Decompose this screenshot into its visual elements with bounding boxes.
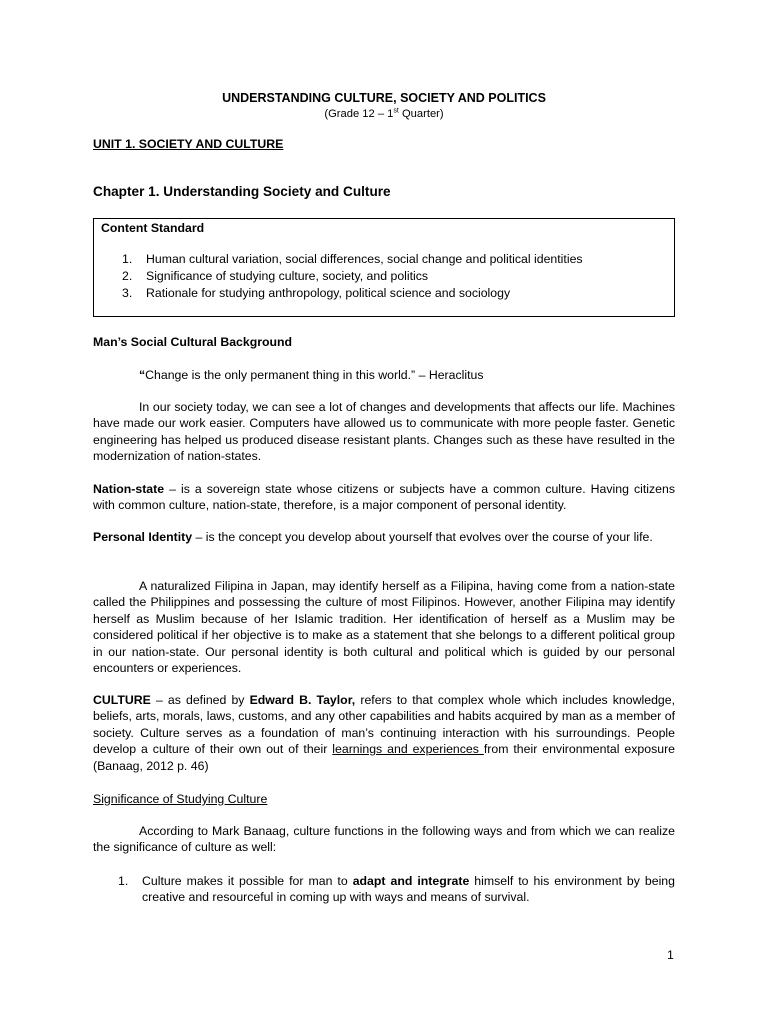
intro-paragraph: In our society today, we can see a lot of changes and developments that affects our life. Machines have made our work easier. Computers have allowed us to communicate with more people faster. Genetic engineering has helped us produced disease resistant plants. Changes such as these have resulted in the modernization of nation-states. <box>93 400 675 464</box>
subtitle-text: (Grade 12 – 1 <box>324 108 394 120</box>
heraclitus-quote <box>139 367 484 383</box>
document-title: UNDERSTANDING CULTURE, SOCIETY AND POLITICS <box>222 91 546 105</box>
list-item-text: Human cultural variation, social differences, social change and political identities <box>146 252 583 266</box>
list-item-text: Significance of studying culture, society, and politics <box>146 268 429 283</box>
quote-open-mark: “ <box>139 368 146 382</box>
list-item-text <box>142 873 675 906</box>
unit-title: UNIT 1. SOCIETY AND CULTURE <box>93 137 284 151</box>
culture-definition-intro: – as defined by <box>150 693 250 707</box>
personal-identity-definition: – is the concept you develop about yourself that evolves over the course of your life. <box>192 530 653 544</box>
significance-heading: Significance of Studying Culture <box>93 792 268 806</box>
list-item-text-start: Culture makes it possible for man to <box>142 874 353 888</box>
nation-state-term: Nation-state <box>93 482 165 496</box>
content-standard-title: Content Standard <box>101 221 205 235</box>
page-number: 1 <box>667 948 674 962</box>
culture-definition-end: from their environmental exposure (Banaag, 2012 p. 46) <box>93 742 676 773</box>
nation-state-definition: – is a sovereign state whose citizens or subjects have a common culture. Having citizens with common culture, nation-state, therefore, is a major component of personal identity. <box>93 482 675 513</box>
culture-definition: refers to that complex whole which includes knowledge, beliefs, arts, morals, laws, customs, and any other capabilities and habits acquired by man as a member of society. Culture serves as a foundation of man’s continuing interaction with his surroundings. People develop a culture of their own out of their <box>93 693 675 757</box>
list-item-number: 1. <box>122 252 133 266</box>
list-item-text-end: himself to his environment by being creative and resourceful in coming up with ways and means of survival. <box>142 874 675 905</box>
list-item-bold-phrase: adapt and integrate <box>352 874 470 888</box>
list-item-number: 3. <box>122 285 133 300</box>
list-item-number: 2. <box>122 268 133 283</box>
background-heading: Man’s Social Cultural Background <box>93 335 293 349</box>
list-item-number: 1. <box>118 874 129 888</box>
list-item <box>122 268 583 284</box>
culture-underlined-phrase: learnings and experiences <box>332 742 484 757</box>
filipina-paragraph: A naturalized Filipina in Japan, may identify herself as a Filipina, having come from a nation-state called the Philippines and possessing the culture of most Filipinos. However, another Filipina may identify herself as Muslim because of her Islamic tradition. Her identification of herself as a Muslim may be considered political if her objective is to make as a statement that she belongs to a different political group in our nation-state. Our personal identity is both cultural and political which is guided by our personal encounters or experiences. <box>93 579 675 676</box>
culture-paragraph <box>93 692 675 774</box>
culture-author: Edward B. Taylor, <box>249 693 356 707</box>
list-item <box>122 285 583 301</box>
content-standard-box <box>93 218 675 317</box>
culture-term: CULTURE <box>93 693 151 707</box>
significance-intro-paragraph: According to Mark Banaag, culture functions in the following ways and from which we can realize the significance of culture as well: <box>93 824 675 855</box>
personal-identity-paragraph <box>93 529 675 545</box>
content-standard-list <box>122 251 583 302</box>
document-subtitle <box>93 106 675 122</box>
significance-list-item <box>118 873 675 906</box>
subtitle-text-end: Quarter) <box>398 108 444 120</box>
personal-identity-term: Personal Identity <box>93 530 193 544</box>
list-item <box>122 251 583 267</box>
nation-state-paragraph <box>93 481 675 514</box>
chapter-title: Chapter 1. Understanding Society and Culture <box>93 184 391 199</box>
list-item-text: Rationale for studying anthropology, political science and sociology <box>146 285 511 300</box>
quote-text: Change is the only permanent thing in this world.” – Heraclitus <box>145 368 484 382</box>
subtitle-superscript: st <box>393 107 399 115</box>
